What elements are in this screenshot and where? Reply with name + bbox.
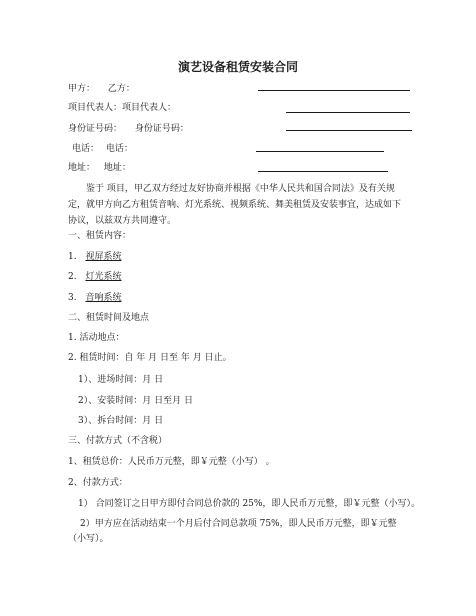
list-item xyxy=(68,293,121,304)
section1-heading: 一、租赁内容： xyxy=(68,231,132,241)
item-text: 灯光系统 xyxy=(85,272,122,282)
item-number: 3. xyxy=(68,293,77,303)
payment-term-1: 1） 合同签订之日甲方即付合同总价款的 25%，即人民币万元整，即￥元整（小写）。 xyxy=(78,499,420,509)
phone-blank xyxy=(256,151,384,152)
id-a-label: 身份证号码： xyxy=(68,124,123,134)
item-text: 音响系统 xyxy=(85,293,122,303)
party-blank xyxy=(258,90,410,91)
venue-line: 1. 活动地点： xyxy=(68,333,125,343)
rental-period-line: 2. 租赁时间：自 年 月 日至 年 月 日止。 xyxy=(68,353,232,363)
item-number: 2. xyxy=(68,272,77,282)
addr-a-label: 地址： xyxy=(68,163,96,173)
id-blank xyxy=(286,130,412,131)
party-a-label: 甲方： xyxy=(68,84,96,94)
teardown-time-line: 3）、拆台时间：月 日 xyxy=(78,416,164,426)
address-line xyxy=(68,163,131,174)
item-number: 1. xyxy=(68,252,77,262)
phone-line xyxy=(72,144,133,155)
rep-a-label: 项目代表人： xyxy=(68,103,123,113)
list-item xyxy=(68,272,121,283)
id-b-label: 身份证号码： xyxy=(134,124,189,134)
addr-b-label: 地址： xyxy=(103,163,131,173)
document-title: 演艺设备租赁安装合同 xyxy=(177,60,298,74)
address-blank xyxy=(258,171,388,172)
payment-method-line: 2、付款方式： xyxy=(68,478,128,488)
tel-a-label: 电话： xyxy=(72,144,100,154)
payment-term-2: 2）甲方应在活动结束一个月后付合同总款项 75%，即人民币万元整，即￥元整（小写）。 xyxy=(68,519,397,544)
representative-blank xyxy=(286,112,410,113)
section2-heading: 二、租赁时间及地点 xyxy=(68,313,150,323)
total-price-line: 1、租赁总价：人民币万元整，即￥元整（小写） 。 xyxy=(68,457,275,467)
party-line xyxy=(68,84,135,95)
representative-line xyxy=(68,103,176,114)
item-text: 视屏系统 xyxy=(85,252,122,262)
install-time-line: 2）、安装时间：月 日至月 日 xyxy=(78,396,193,406)
id-line xyxy=(68,124,189,135)
tel-b-label: 电话： xyxy=(105,144,133,154)
intro-paragraph: 鉴于 项目，甲乙双方经过友好协商并根据《中华人民共和国合同法》及有关规定，就甲方向乙方租赁音响、灯光系统、视频系统、舞美租赁及安装事宜，达成如下协议，以兹双方共同遵守。 xyxy=(68,184,402,226)
section3-heading: 三、付款方式（不含税） xyxy=(68,436,168,446)
party-b-label: 乙方： xyxy=(107,84,135,94)
rep-b-label: 项目代表人： xyxy=(122,103,177,113)
entry-time-line: 1）、进场时间：月 日 xyxy=(78,375,164,385)
list-item xyxy=(68,252,121,263)
